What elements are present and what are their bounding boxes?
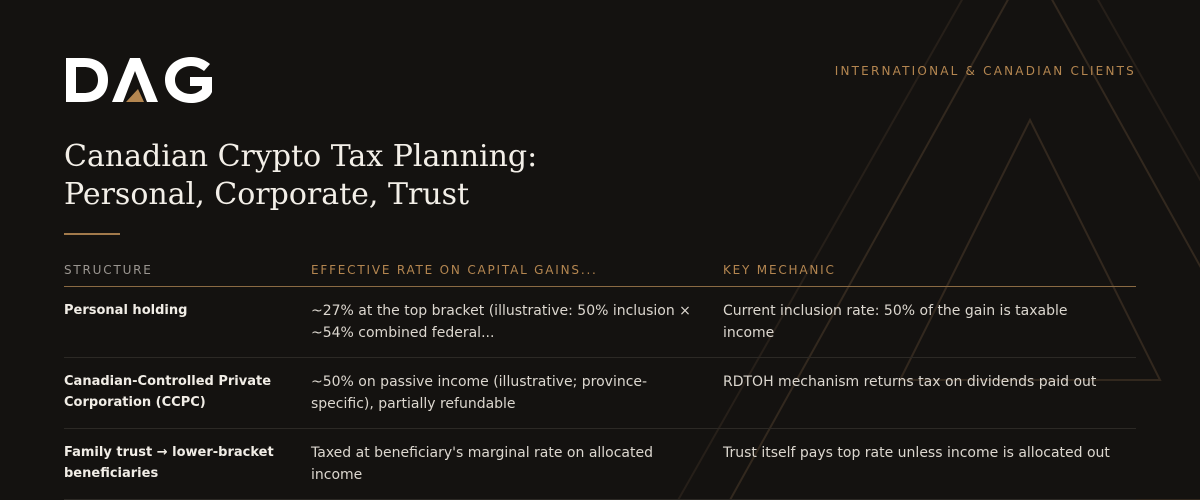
dag-logo[interactable] — [64, 56, 214, 104]
table-row — [64, 358, 1136, 429]
cell-mechanic: RDTOH mechanism returns tax on dividends paid out — [723, 358, 1136, 429]
header-structure: STRUCTURE — [64, 253, 311, 287]
cell-structure: Family trust → lower-bracket beneficiaries — [64, 429, 311, 500]
page-title — [64, 138, 764, 214]
table-row — [64, 429, 1136, 500]
cell-rate: ~50% on passive income (illustrative; province-specific), partially refundable — [311, 358, 723, 429]
comparison-table — [64, 253, 1136, 500]
cell-rate: ~27% at the top bracket (illustrative: 50% inclusion × ~54% combined federal... — [311, 287, 723, 358]
cell-structure: Personal holding — [64, 287, 311, 358]
header-effective-rate: EFFECTIVE RATE ON CAPITAL GAINS... — [311, 253, 723, 287]
table-header-row — [64, 253, 1136, 287]
cell-mechanic: Current inclusion rate: 50% of the gain is taxable income — [723, 287, 1136, 358]
title-underline — [64, 233, 120, 235]
header-tagline: INTERNATIONAL & CANADIAN CLIENTS — [834, 64, 1136, 78]
page-title-line-2: Personal, Corporate, Trust — [64, 177, 470, 212]
page-title-line-1: Canadian Crypto Tax Planning: — [64, 139, 538, 174]
cell-rate: Taxed at beneficiary's marginal rate on allocated income — [311, 429, 723, 500]
header-key-mechanic: KEY MECHANIC — [723, 253, 1136, 287]
table-row — [64, 287, 1136, 358]
dag-logo-mark — [64, 56, 214, 104]
cell-structure: Canadian-Controlled Private Corporation (CCPC) — [64, 358, 311, 429]
cell-mechanic: Trust itself pays top rate unless income is allocated out — [723, 429, 1136, 500]
